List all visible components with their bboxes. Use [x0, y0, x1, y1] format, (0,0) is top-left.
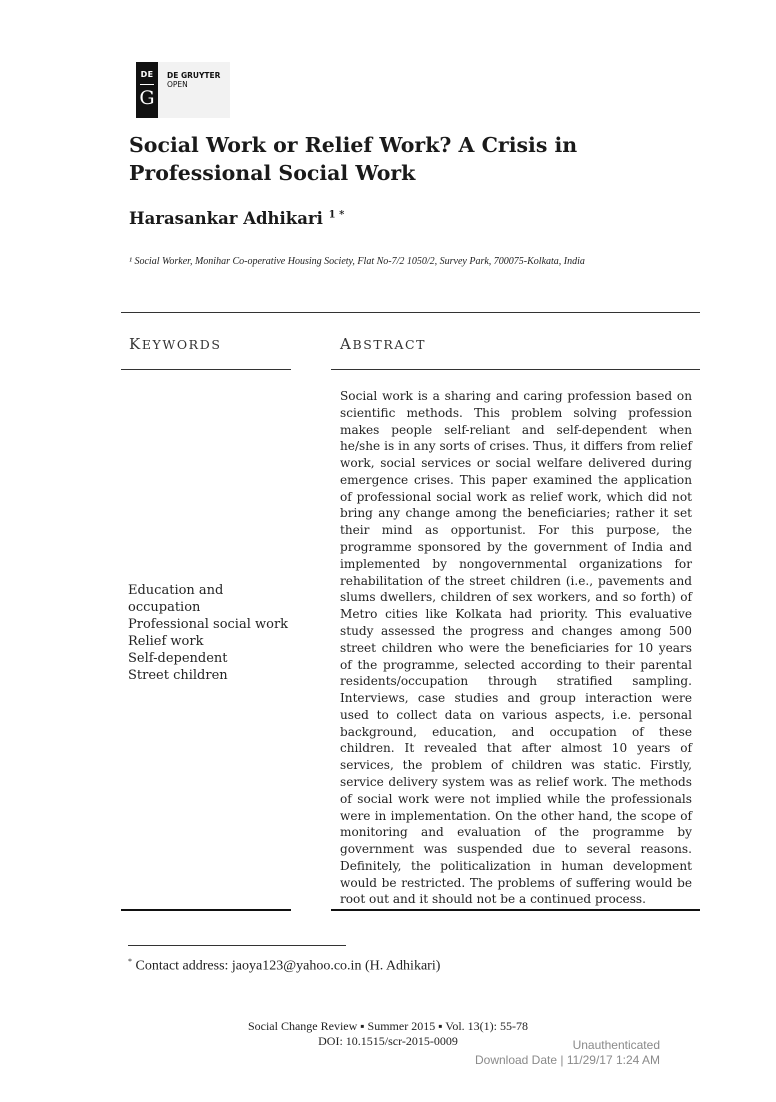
keywords-bottom-rule [121, 909, 291, 911]
abstract-text: Social work is a sharing and caring profession based on scientific methods. This problem solving profession makes people self-reliant and self-dependent when he/she is in any sorts of crises. Thus, it differs from relief work, social services or social welfare delivered during emergence crises. This paper examined the application of professional social work as relief work, which did not bring any change among the beneficiaries; rather it set their mind as opportunist. For this purpose, the programme sponsored by the government of India and implemented by nongovernmental organizations for rehabilitation of the street children (i.e., pavements and slums dwellers, children of sex workers, and so forth) of Metro cities like Kolkata had priority. This evaluative study assessed the progress and changes among 500 street children who were the beneficiaries for 10 years of the programme, selected according to their parental residents/occupation through stratified sampling. Interviews, case studies and group interaction were used to collect data on various aspects, i.e. personal background, education, and occupation of these children. It revealed that after almost 10 years of services, the problem of children was static. Firstly, service delivery system was as relief work. The methods of social work were not implied while the professionals were in implementation. On the other hand, the scope of monitoring and evaluation of the programme by government was suspended due to several reasons. Definitely, the politicalization in human development would be restricted. The problems of suffering would be root out and it should not be a continued process. [340, 389, 692, 907]
keyword-item: Education and [128, 583, 224, 598]
keywords-heading-cap: K [129, 335, 142, 353]
article-title: Social Work or Relief Work? A Crisis in Professional Social Work [129, 133, 578, 185]
author-line [129, 209, 344, 228]
doi: DOI: 10.1515/scr-2015-0009 [318, 1034, 458, 1048]
journal-citation: Social Change Review ▪ Summer 2015 ▪ Vol. 13(1): 55-78 [247, 1019, 529, 1033]
watermark-unauthenticated: Unauthenticated [572, 1038, 660, 1052]
footnote-mark: * [128, 957, 132, 966]
abstract-divider [331, 369, 700, 370]
logo-text [167, 71, 220, 89]
footnote [128, 957, 440, 975]
abstract-heading [340, 335, 426, 353]
keywords-divider [121, 369, 291, 370]
keyword-item: Professional social work [128, 617, 289, 632]
keywords-list [128, 582, 288, 684]
logo-mark-top: DE [140, 70, 154, 79]
logo-mark-bottom: G [139, 87, 155, 109]
keyword-item: Street children [128, 668, 228, 683]
abstract-bottom-rule [331, 909, 700, 911]
keywords-heading-rest: EYWORDS [141, 337, 222, 352]
top-divider [121, 312, 700, 313]
abstract-heading-cap: A [340, 335, 353, 353]
keyword-item: Relief work [128, 634, 204, 649]
footnote-rule [128, 945, 346, 946]
author-mark: 1 * [328, 209, 345, 221]
watermark-download-date: Download Date | 11/29/17 1:24 AM [474, 1053, 660, 1067]
abstract-heading-rest: BSTRACT [352, 337, 427, 352]
contact-address: Contact address: jaoya123@yahoo.co.in (H. Adhikari) [132, 958, 441, 974]
logo-line2: OPEN [167, 80, 188, 89]
keyword-item: occupation [128, 600, 201, 615]
publisher-logo [136, 62, 230, 118]
logo-line1: DE GRUYTER [167, 71, 221, 80]
logo-mark [136, 62, 158, 118]
keywords-heading [129, 335, 221, 353]
keyword-item: Self-dependent [128, 651, 228, 666]
author-name: Harasankar Adhikari [129, 209, 323, 228]
affiliation: ¹ Social Worker, Monihar Co-operative Housing Society, Flat No-7/2 1050/2, Survey Park, 700075-Kolkata, India [129, 256, 585, 267]
logo-divider [140, 84, 154, 85]
